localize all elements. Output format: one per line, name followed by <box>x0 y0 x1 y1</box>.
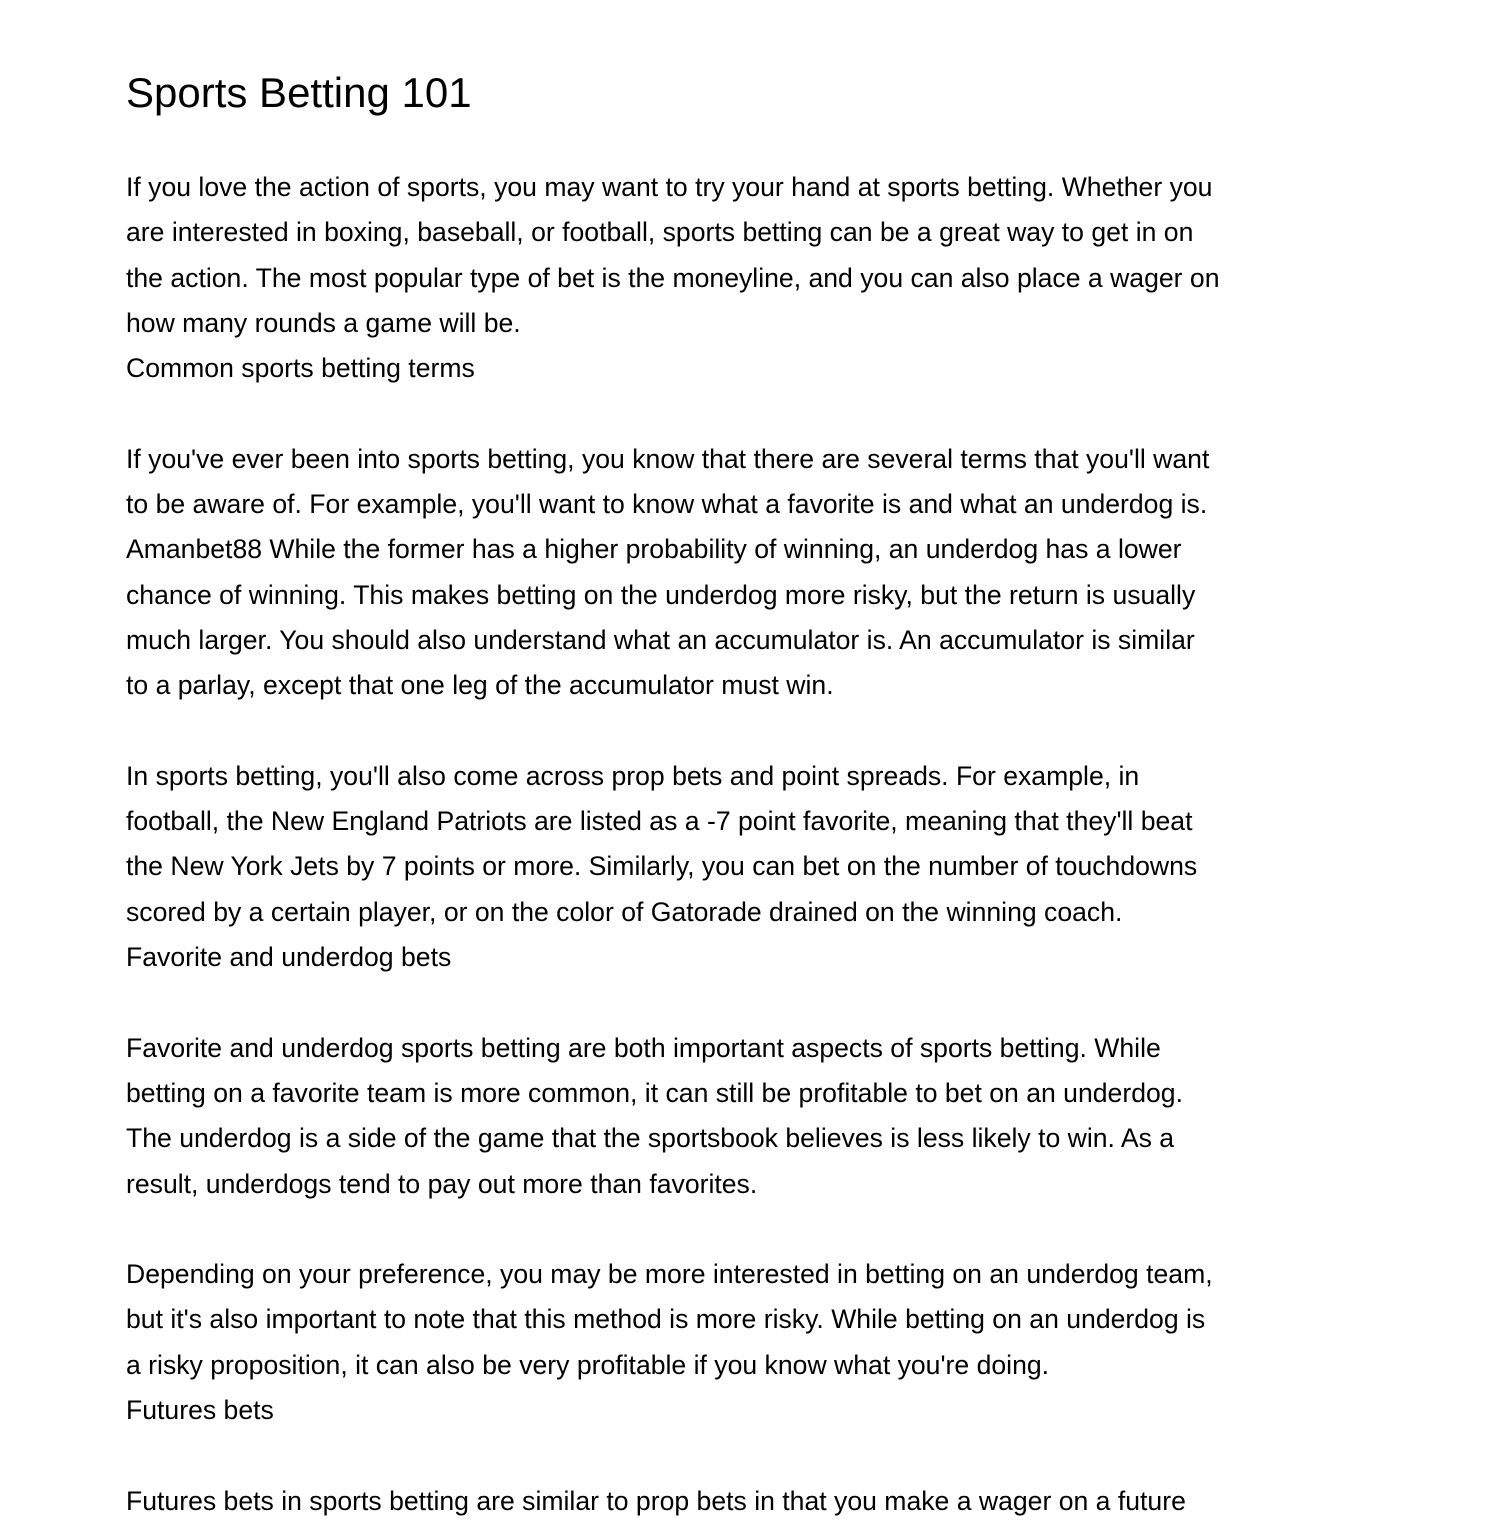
paragraph-line: are interested in boxing, baseball, or football, sports betting can be a great way to get in on <box>126 217 1194 248</box>
paragraph-line: to be aware of. For example, you'll want to know what a favorite is and what an underdog is. <box>126 489 1208 520</box>
page-title: Sports Betting 101 <box>126 69 472 116</box>
paragraph-line: If you love the action of sports, you may want to try your hand at sports betting. Whether you <box>126 172 1213 202</box>
paragraph-line: The underdog is a side of the game that the sportsbook believes is less likely to win. As a <box>126 1123 1175 1154</box>
paragraph-line: but it's also important to note that this method is more risky. While betting on an underdog is <box>126 1304 1206 1335</box>
paragraph <box>126 1252 1426 1388</box>
paragraph-line: In sports betting, you'll also come across prop bets and point spreads. For example, in <box>126 760 1140 791</box>
paragraph-line: Amanbet88 While the former has a higher probability of winning, an underdog has a lower <box>126 534 1182 565</box>
section-heading-text: Favorite and underdog bets <box>126 942 452 973</box>
section-heading <box>126 935 1426 980</box>
paragraph-line: betting on a favorite team is more common, it can still be profitable to bet on an underdog. <box>126 1077 1183 1108</box>
document-body <box>126 165 1426 1524</box>
section-heading <box>126 346 1426 391</box>
blank-line <box>126 709 1426 754</box>
section-heading-text: Common sports betting terms <box>126 353 475 384</box>
paragraph-line: Depending on your preference, you may be more interested in betting on an underdog team, <box>126 1259 1213 1290</box>
paragraph <box>126 165 1426 346</box>
blank-line <box>126 391 1426 436</box>
paragraph-line: football, the New England Patriots are listed as a -7 point favorite, meaning that they'll beat <box>126 806 1193 837</box>
paragraph-line: the action. The most popular type of bet is the moneyline, and you can also place a wager on <box>126 262 1220 293</box>
paragraph-line: a risky proposition, it can also be very profitable if you know what you're doing. <box>126 1349 1050 1380</box>
blank-line <box>126 1207 1426 1252</box>
paragraph-line: to a parlay, except that one leg of the accumulator must win. <box>126 670 834 701</box>
paragraph-line: Favorite and underdog sports betting are both important aspects of sports betting. While <box>126 1032 1161 1063</box>
paragraph-line: chance of winning. This makes betting on the underdog more risky, but the return is usually <box>126 579 1196 610</box>
paragraph-line: If you've ever been into sports betting, you know that there are several terms that you'll want <box>126 443 1210 474</box>
blank-line <box>126 1433 1426 1478</box>
section-heading-text: Futures bets <box>126 1395 274 1426</box>
paragraph-line: much larger. You should also understand what an accumulator is. An accumulator is similar <box>126 624 1195 655</box>
paragraph-line: the New York Jets by 7 points or more. Similarly, you can bet on the number of touchdowns <box>126 851 1198 882</box>
paragraph-line: Futures bets in sports betting are similar to prop bets in that you make a wager on a future <box>126 1485 1186 1516</box>
paragraph-line: result, underdogs tend to pay out more than favorites. <box>126 1168 758 1199</box>
paragraph-line: scored by a certain player, or on the color of Gatorade drained on the winning coach. <box>126 896 1123 927</box>
blank-line <box>126 980 1426 1025</box>
paragraph <box>126 437 1426 709</box>
paragraph <box>126 1479 1426 1524</box>
paragraph <box>126 1026 1426 1207</box>
paragraph-line: how many rounds a game will be. <box>126 307 521 338</box>
paragraph <box>126 754 1426 935</box>
section-heading <box>126 1388 1426 1433</box>
